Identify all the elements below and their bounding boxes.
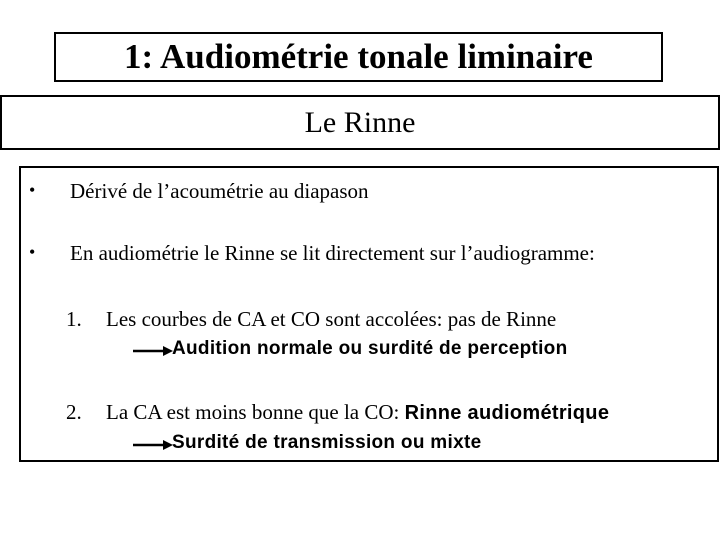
item-result: Audition normale ou surdité de perception (172, 338, 568, 359)
item-text-plain: La CA est moins bonne que la CO: (106, 400, 405, 424)
item-text: Les courbes de CA et CO sont accolées: pas de Rinne (106, 307, 557, 331)
content-box (19, 166, 719, 462)
arrow-right-icon (133, 345, 173, 357)
item-number: 1. (66, 307, 82, 331)
item-result: Surdité de transmission ou mixte (172, 432, 482, 453)
title-box (54, 32, 663, 82)
arrow-right-icon (133, 439, 173, 451)
item-text-bold: Rinne audiométrique (404, 402, 610, 424)
item-number: 2. (66, 400, 82, 424)
item-text (106, 400, 609, 425)
bullet-text: En audiométrie le Rinne se lit directement sur l’audiogramme: (70, 241, 595, 265)
bullet-symbol: • (29, 180, 36, 200)
bullet-symbol: • (29, 242, 36, 262)
bullet-text: Dérivé de l’acoumétrie au diapason (70, 179, 369, 203)
slide-title: 1: Audiométrie tonale liminaire (124, 37, 593, 76)
subtitle-box (0, 95, 720, 150)
slide-subtitle: Le Rinne (304, 105, 416, 139)
